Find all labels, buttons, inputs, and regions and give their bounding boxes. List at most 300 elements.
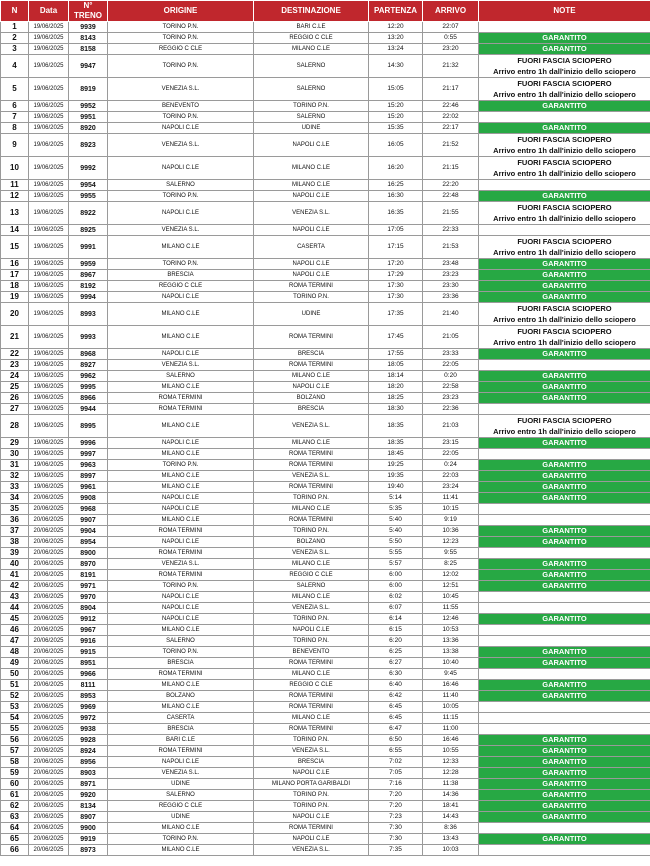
row-number: 62 [1, 801, 29, 812]
table-row [1, 292, 650, 303]
table-row [1, 625, 650, 636]
table-header-row [1, 1, 650, 22]
row-destination: ROMA TERMINI [254, 724, 369, 735]
header-arrival: ARRIVO [423, 1, 479, 22]
row-arrival: 10:45 [423, 592, 479, 603]
row-train-number: 9959 [69, 259, 108, 270]
row-origin: MILANO C.LE [108, 680, 254, 691]
row-number: 50 [1, 669, 29, 680]
row-date: 19/06/2025 [29, 55, 69, 78]
row-origin: REGGIO C CLE [108, 44, 254, 55]
row-destination: NAPOLI C.LE [254, 191, 369, 202]
row-note [479, 669, 650, 680]
row-number: 20 [1, 303, 29, 326]
row-train-number: 9947 [69, 55, 108, 78]
row-departure: 6:40 [369, 680, 423, 691]
row-train-number: 8192 [69, 281, 108, 292]
row-origin: ROMA TERMINI [108, 393, 254, 404]
row-train-number: 9991 [69, 236, 108, 259]
row-departure: 17:15 [369, 236, 423, 259]
row-arrival: 22:05 [423, 449, 479, 460]
row-date: 19/06/2025 [29, 415, 69, 438]
row-note-garantito: GARANTITO [479, 768, 650, 779]
row-date: 20/06/2025 [29, 614, 69, 625]
row-date: 20/06/2025 [29, 570, 69, 581]
row-date: 20/06/2025 [29, 526, 69, 537]
row-arrival: 10:53 [423, 625, 479, 636]
table-row [1, 112, 650, 123]
row-date: 20/06/2025 [29, 779, 69, 790]
table-row [1, 581, 650, 592]
row-note-garantito: GARANTITO [479, 614, 650, 625]
table-row [1, 669, 650, 680]
row-origin: BOLZANO [108, 691, 254, 702]
table-row [1, 157, 650, 180]
row-note-garantito: GARANTITO [479, 570, 650, 581]
fuori-fascia-line2: Arrivo entro 1h dall'inizio dello sciopero [493, 67, 636, 76]
row-train-number: 8922 [69, 202, 108, 225]
row-note-garantito: GARANTITO [479, 691, 650, 702]
row-train-number: 9994 [69, 292, 108, 303]
row-number: 23 [1, 360, 29, 371]
row-destination: ROMA TERMINI [254, 449, 369, 460]
row-arrival: 10:55 [423, 746, 479, 757]
row-number: 22 [1, 349, 29, 360]
row-arrival: 9:45 [423, 669, 479, 680]
row-destination: MILANO C.LE [254, 504, 369, 515]
row-departure: 16:30 [369, 191, 423, 202]
row-origin: NAPOLI C.LE [108, 757, 254, 768]
row-number: 6 [1, 101, 29, 112]
row-train-number: 8923 [69, 134, 108, 157]
row-arrival: 23:23 [423, 270, 479, 281]
row-arrival: 11:38 [423, 779, 479, 790]
row-departure: 5:35 [369, 504, 423, 515]
row-train-number: 8971 [69, 779, 108, 790]
row-origin: BENEVENTO [108, 101, 254, 112]
row-destination: VENEZIA S.L. [254, 415, 369, 438]
row-note-fuori-fascia [479, 326, 650, 349]
row-origin: NAPOLI C.LE [108, 292, 254, 303]
row-date: 20/06/2025 [29, 724, 69, 735]
row-arrival: 22:05 [423, 360, 479, 371]
row-train-number: 9972 [69, 713, 108, 724]
row-date: 20/06/2025 [29, 603, 69, 614]
row-date: 19/06/2025 [29, 393, 69, 404]
row-number: 24 [1, 371, 29, 382]
row-destination: TORINO P.N. [254, 636, 369, 647]
table-row [1, 360, 650, 371]
row-departure: 15:05 [369, 78, 423, 101]
row-arrival: 12:33 [423, 757, 479, 768]
row-departure: 7:20 [369, 801, 423, 812]
row-note-garantito: GARANTITO [479, 460, 650, 471]
row-departure: 18:35 [369, 438, 423, 449]
row-departure: 15:20 [369, 101, 423, 112]
row-train-number: 9912 [69, 614, 108, 625]
row-number: 53 [1, 702, 29, 713]
row-date: 20/06/2025 [29, 592, 69, 603]
row-train-number: 9966 [69, 669, 108, 680]
table-row [1, 812, 650, 823]
row-number: 66 [1, 845, 29, 856]
row-note-garantito: GARANTITO [479, 834, 650, 845]
row-note-garantito: GARANTITO [479, 270, 650, 281]
row-date: 20/06/2025 [29, 812, 69, 823]
row-date: 19/06/2025 [29, 349, 69, 360]
row-note [479, 636, 650, 647]
row-origin: VENEZIA S.L. [108, 78, 254, 101]
row-origin: MILANO C.LE [108, 449, 254, 460]
row-destination: NAPOLI C.LE [254, 768, 369, 779]
row-destination: VENEZIA S.L. [254, 845, 369, 856]
fuori-fascia-line1: FUORI FASCIA SCIOPERO [517, 416, 612, 425]
row-arrival: 12:51 [423, 581, 479, 592]
row-departure: 19:35 [369, 471, 423, 482]
row-note [479, 22, 650, 33]
row-train-number: 8903 [69, 768, 108, 779]
row-train-number: 8953 [69, 691, 108, 702]
row-origin: TORINO P.N. [108, 112, 254, 123]
row-destination: NAPOLI C.LE [254, 225, 369, 236]
row-number: 27 [1, 404, 29, 415]
table-row [1, 22, 650, 33]
row-origin: ROMA TERMINI [108, 746, 254, 757]
row-arrival: 13:43 [423, 834, 479, 845]
row-destination: REGGIO C CLE [254, 680, 369, 691]
row-origin: MILANO C.LE [108, 415, 254, 438]
row-departure: 7:02 [369, 757, 423, 768]
row-number: 2 [1, 33, 29, 44]
row-origin: NAPOLI C.LE [108, 537, 254, 548]
row-arrival: 12:46 [423, 614, 479, 625]
row-departure: 6:45 [369, 702, 423, 713]
row-date: 19/06/2025 [29, 259, 69, 270]
row-number: 13 [1, 202, 29, 225]
row-train-number: 8967 [69, 270, 108, 281]
row-arrival: 14:43 [423, 812, 479, 823]
row-note-garantito: GARANTITO [479, 123, 650, 134]
row-origin: TORINO P.N. [108, 647, 254, 658]
row-destination: VENEZIA S.L. [254, 746, 369, 757]
row-date: 19/06/2025 [29, 292, 69, 303]
row-note-garantito: GARANTITO [479, 471, 650, 482]
row-departure: 7:35 [369, 845, 423, 856]
table-row [1, 757, 650, 768]
row-origin: MILANO C.LE [108, 236, 254, 259]
row-date: 19/06/2025 [29, 78, 69, 101]
row-destination: MILANO C.LE [254, 438, 369, 449]
row-train-number: 9907 [69, 515, 108, 526]
row-destination: TORINO P.N. [254, 101, 369, 112]
row-departure: 14:30 [369, 55, 423, 78]
row-origin: NAPOLI C.LE [108, 592, 254, 603]
row-number: 7 [1, 112, 29, 123]
row-destination: ROMA TERMINI [254, 326, 369, 349]
table-row [1, 33, 650, 44]
row-destination: MILANO C.LE [254, 713, 369, 724]
row-arrival: 9:19 [423, 515, 479, 526]
row-arrival: 23:20 [423, 44, 479, 55]
header-num: N [1, 1, 29, 22]
row-note-garantito: GARANTITO [479, 292, 650, 303]
row-destination: BENEVENTO [254, 647, 369, 658]
row-date: 20/06/2025 [29, 581, 69, 592]
fuori-fascia-line2: Arrivo entro 1h dall'inizio dello sciopero [493, 146, 636, 155]
row-train-number: 9944 [69, 404, 108, 415]
row-date: 19/06/2025 [29, 44, 69, 55]
table-row [1, 603, 650, 614]
row-departure: 7:05 [369, 768, 423, 779]
row-destination: BRESCIA [254, 404, 369, 415]
row-origin: MILANO C.LE [108, 625, 254, 636]
row-note [479, 603, 650, 614]
table-row [1, 78, 650, 101]
row-origin: MILANO C.LE [108, 845, 254, 856]
row-destination: NAPOLI C.LE [254, 834, 369, 845]
table-row [1, 691, 650, 702]
row-note-garantito: GARANTITO [479, 581, 650, 592]
row-departure: 6:00 [369, 570, 423, 581]
row-arrival: 21:32 [423, 55, 479, 78]
row-date: 20/06/2025 [29, 625, 69, 636]
row-number: 47 [1, 636, 29, 647]
row-arrival: 22:48 [423, 191, 479, 202]
row-origin: MILANO C.LE [108, 471, 254, 482]
fuori-fascia-line1: FUORI FASCIA SCIOPERO [517, 203, 612, 212]
row-destination: SALERNO [254, 112, 369, 123]
fuori-fascia-line1: FUORI FASCIA SCIOPERO [517, 304, 612, 313]
row-date: 19/06/2025 [29, 202, 69, 225]
table-row [1, 724, 650, 735]
table-row [1, 790, 650, 801]
row-note [479, 823, 650, 834]
table-row [1, 303, 650, 326]
row-destination: MILANO C.LE [254, 371, 369, 382]
row-date: 19/06/2025 [29, 438, 69, 449]
row-note-garantito: GARANTITO [479, 349, 650, 360]
table-row [1, 680, 650, 691]
row-departure: 19:40 [369, 482, 423, 493]
row-train-number: 8951 [69, 658, 108, 669]
row-departure: 6:30 [369, 669, 423, 680]
table-row [1, 702, 650, 713]
row-origin: NAPOLI C.LE [108, 123, 254, 134]
row-date: 20/06/2025 [29, 691, 69, 702]
table-row [1, 404, 650, 415]
table-row [1, 834, 650, 845]
row-train-number: 8920 [69, 123, 108, 134]
row-arrival: 23:15 [423, 438, 479, 449]
fuori-fascia-line1: FUORI FASCIA SCIOPERO [517, 135, 612, 144]
row-train-number: 8993 [69, 303, 108, 326]
row-origin: BRESCIA [108, 270, 254, 281]
row-departure: 5:14 [369, 493, 423, 504]
row-train-number: 9971 [69, 581, 108, 592]
row-destination: VENEZIA S.L. [254, 202, 369, 225]
row-number: 48 [1, 647, 29, 658]
row-departure: 15:35 [369, 123, 423, 134]
row-destination: UDINE [254, 303, 369, 326]
table-row [1, 371, 650, 382]
row-origin: ROMA TERMINI [108, 526, 254, 537]
row-date: 19/06/2025 [29, 134, 69, 157]
row-note-garantito: GARANTITO [479, 101, 650, 112]
row-number: 59 [1, 768, 29, 779]
row-train-number: 8924 [69, 746, 108, 757]
row-number: 40 [1, 559, 29, 570]
table-row [1, 55, 650, 78]
row-origin: SALERNO [108, 790, 254, 801]
row-note-garantito: GARANTITO [479, 658, 650, 669]
header-origin: ORIGINE [108, 1, 254, 22]
row-destination: VENEZIA S.L. [254, 548, 369, 559]
row-origin: MILANO C.LE [108, 326, 254, 349]
fuori-fascia-line1: FUORI FASCIA SCIOPERO [517, 79, 612, 88]
row-number: 36 [1, 515, 29, 526]
row-arrival: 22:02 [423, 112, 479, 123]
row-number: 18 [1, 281, 29, 292]
row-note-fuori-fascia [479, 415, 650, 438]
row-departure: 17:30 [369, 292, 423, 303]
row-departure: 16:35 [369, 202, 423, 225]
row-origin: REGGIO C CLE [108, 281, 254, 292]
row-arrival: 22:58 [423, 382, 479, 393]
row-note-garantito: GARANTITO [479, 33, 650, 44]
row-departure: 6:20 [369, 636, 423, 647]
row-departure: 6:00 [369, 581, 423, 592]
row-arrival: 16:46 [423, 735, 479, 746]
table-row [1, 515, 650, 526]
header-departure: PARTENZA [369, 1, 423, 22]
row-arrival: 0:55 [423, 33, 479, 44]
row-note-garantito: GARANTITO [479, 371, 650, 382]
row-date: 19/06/2025 [29, 180, 69, 191]
row-note [479, 702, 650, 713]
table-row [1, 636, 650, 647]
table-row [1, 236, 650, 259]
row-departure: 15:20 [369, 112, 423, 123]
row-train-number: 9963 [69, 460, 108, 471]
table-row [1, 493, 650, 504]
row-train-number: 9908 [69, 493, 108, 504]
row-departure: 6:14 [369, 614, 423, 625]
row-date: 19/06/2025 [29, 123, 69, 134]
table-row [1, 768, 650, 779]
row-destination: ROMA TERMINI [254, 702, 369, 713]
row-note-garantito: GARANTITO [479, 779, 650, 790]
row-departure: 16:05 [369, 134, 423, 157]
row-origin: MILANO C.LE [108, 702, 254, 713]
row-note [479, 112, 650, 123]
row-number: 3 [1, 44, 29, 55]
row-destination: MILANO C.LE [254, 157, 369, 180]
row-arrival: 23:33 [423, 349, 479, 360]
row-note-garantito: GARANTITO [479, 281, 650, 292]
row-train-number: 9961 [69, 482, 108, 493]
row-note-garantito: GARANTITO [479, 790, 650, 801]
row-note-garantito: GARANTITO [479, 757, 650, 768]
row-number: 55 [1, 724, 29, 735]
row-train-number: 8907 [69, 812, 108, 823]
row-note-garantito: GARANTITO [479, 482, 650, 493]
table-row [1, 537, 650, 548]
row-departure: 6:25 [369, 647, 423, 658]
row-origin: SALERNO [108, 180, 254, 191]
row-destination: MILANO C.LE [254, 592, 369, 603]
row-date: 19/06/2025 [29, 449, 69, 460]
table-row [1, 123, 650, 134]
row-arrival: 22:17 [423, 123, 479, 134]
row-note-garantito: GARANTITO [479, 559, 650, 570]
row-number: 51 [1, 680, 29, 691]
row-departure: 13:24 [369, 44, 423, 55]
row-number: 11 [1, 180, 29, 191]
row-destination: REGGIO C CLE [254, 33, 369, 44]
row-origin: UDINE [108, 779, 254, 790]
row-origin: NAPOLI C.LE [108, 493, 254, 504]
row-number: 52 [1, 691, 29, 702]
row-destination: TORINO P.N. [254, 735, 369, 746]
row-train-number: 8111 [69, 680, 108, 691]
row-arrival: 0:24 [423, 460, 479, 471]
row-origin: CASERTA [108, 713, 254, 724]
header-destination: DESTINAZIONE [254, 1, 369, 22]
row-departure: 6:47 [369, 724, 423, 735]
row-train-number: 8925 [69, 225, 108, 236]
row-departure: 5:55 [369, 548, 423, 559]
row-arrival: 12:28 [423, 768, 479, 779]
row-arrival: 22:03 [423, 471, 479, 482]
row-origin: MILANO C.LE [108, 823, 254, 834]
table-row [1, 735, 650, 746]
row-destination: NAPOLI C.LE [254, 625, 369, 636]
row-departure: 5:50 [369, 537, 423, 548]
row-train-number: 8997 [69, 471, 108, 482]
row-date: 19/06/2025 [29, 460, 69, 471]
row-note-fuori-fascia [479, 303, 650, 326]
row-destination: NAPOLI C.LE [254, 812, 369, 823]
row-arrival: 23:23 [423, 393, 479, 404]
row-number: 57 [1, 746, 29, 757]
table-row [1, 393, 650, 404]
row-arrival: 12:23 [423, 537, 479, 548]
row-destination: ROMA TERMINI [254, 281, 369, 292]
row-number: 45 [1, 614, 29, 625]
row-date: 20/06/2025 [29, 636, 69, 647]
row-date: 19/06/2025 [29, 360, 69, 371]
row-date: 20/06/2025 [29, 713, 69, 724]
row-date: 19/06/2025 [29, 101, 69, 112]
row-train-number: 9904 [69, 526, 108, 537]
row-arrival: 10:40 [423, 658, 479, 669]
row-arrival: 12:02 [423, 570, 479, 581]
table-row [1, 44, 650, 55]
row-number: 14 [1, 225, 29, 236]
row-destination: VENEZIA S.L. [254, 603, 369, 614]
row-number: 32 [1, 471, 29, 482]
row-origin: NAPOLI C.LE [108, 614, 254, 625]
row-train-number: 8970 [69, 559, 108, 570]
row-origin: SALERNO [108, 371, 254, 382]
row-origin: ROMA TERMINI [108, 570, 254, 581]
row-arrival: 10:03 [423, 845, 479, 856]
row-origin: TORINO P.N. [108, 55, 254, 78]
header-notes: NOTE [479, 1, 650, 22]
row-departure: 6:15 [369, 625, 423, 636]
row-date: 19/06/2025 [29, 236, 69, 259]
row-destination: NAPOLI C.LE [254, 270, 369, 281]
